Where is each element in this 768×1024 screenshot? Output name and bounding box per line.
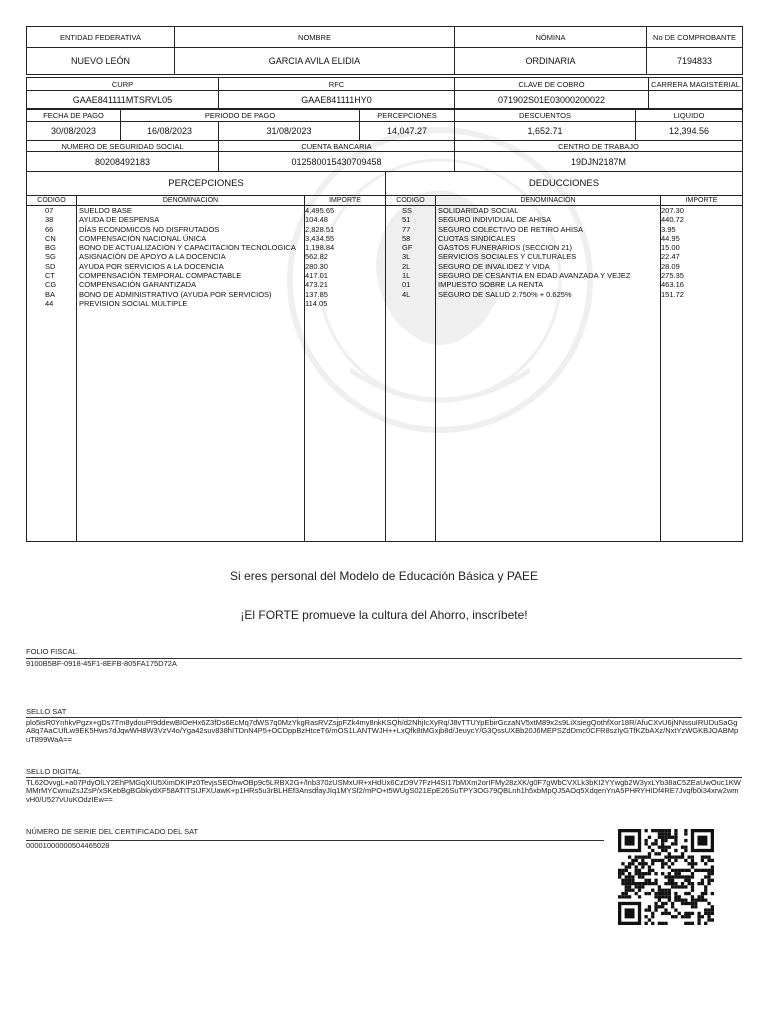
- percepciones-total-label: PERCEPCIONES: [360, 110, 455, 122]
- percepcion-importe: 4,495.65: [305, 206, 335, 215]
- perc-codigo-column: [27, 206, 77, 542]
- percepcion-codigo: CG: [45, 280, 57, 290]
- deduccion-codigo: 58: [402, 233, 411, 243]
- curp-label: CURP: [27, 78, 219, 91]
- comprobante-label: No DE COMPROBANTE: [647, 27, 743, 48]
- deduccion-importe: 44.95: [661, 233, 680, 243]
- percepcion-importe: 2,828.51: [305, 224, 335, 234]
- percepcion-denominacion: BONO DE ADMINISTRATIVO (AYUDA POR SERVICIOS): [79, 289, 272, 299]
- deduccion-importe: 151.72: [661, 289, 684, 299]
- deduccion-importe: 22.47: [661, 252, 680, 262]
- cuenta-label: CUENTA BANCARIA: [219, 141, 455, 152]
- serie-label: NÚMERO DE SERIE DEL CERTIFICADO DEL SAT: [26, 827, 199, 836]
- deduccion-codigo: 4L: [402, 289, 411, 299]
- percepcion-denominacion: PREVISION SOCIAL MULTIPLE: [79, 298, 188, 308]
- fecha-value: 30/08/2023: [27, 122, 121, 141]
- entidad-value: NUEVO LEÓN: [27, 48, 175, 75]
- percepcion-codigo: BG: [45, 243, 56, 253]
- deduccion-codigo: GF: [402, 243, 413, 253]
- deducciones-title: DEDUCCIONES: [386, 172, 743, 196]
- divider: [26, 840, 604, 841]
- percepcion-denominacion: BONO DE ACTUALIZACION Y CAPACITACION TECNOLOGICA: [79, 243, 296, 253]
- serie-value: 00001000000504465028: [26, 841, 110, 850]
- deduccion-importe: 207.30: [661, 206, 684, 215]
- deduccion-codigo: 77: [402, 224, 411, 234]
- percepcion-codigo: CN: [45, 233, 56, 243]
- deduccion-denominacion: SERVICIOS SOCIALES Y CULTURALES: [438, 252, 577, 262]
- cuenta-table: [26, 140, 743, 172]
- perc-codigo-header: CÓDIGO: [27, 196, 77, 206]
- sello-digital-label: SELLO DIGITAL: [26, 767, 81, 776]
- pago-table: [26, 109, 743, 141]
- centro-label: CENTRO DE TRABAJO: [455, 141, 743, 152]
- ded-codigo-header: CÓDIGO: [386, 196, 436, 206]
- percepcion-importe: 3,434.55: [305, 233, 335, 243]
- periodo-fin: 31/08/2023: [219, 122, 360, 141]
- nss-value: 80208492183: [27, 152, 219, 172]
- ded-denominacion-header: DENOMINACIÓN: [436, 196, 661, 206]
- percepcion-importe: 137.85: [305, 289, 328, 299]
- ded-importe-column: [661, 206, 743, 542]
- deduccion-denominacion: SEGURO DE SALUD 2.750% + 0.625%: [438, 289, 572, 299]
- perc-denominacion-column: [77, 206, 305, 542]
- deduccion-codigo: SS: [402, 206, 413, 215]
- percepcion-codigo: 66: [45, 224, 54, 234]
- percepcion-denominacion: AYUDA DE DESPENSA: [79, 215, 160, 225]
- percepciones-total-value: 14,047.27: [360, 122, 455, 141]
- ded-codigo-column: [386, 206, 436, 542]
- percepcion-importe: 417.01: [305, 271, 328, 281]
- carrera-label: CARRERA MAGISTERIAL: [649, 78, 743, 91]
- sello-digital-value: TL62OvvgL+a07PdyOlLY2EhPMGqXIU5XimDKIPz0TevjsSEOhwOBp9c5LRBX2G+/lnb370zUSMxUR+xHdUx6CzD9V7FzH4SI17bMXm2orIFMy28zXK/g0F7gWbCVXLk3bKI2YYwgb2W3yxLYb38aC5ZEaUwOuc1KWMMrMYCwnuZsJZsP/xSKebBgBGbkydXF58ATITSIJFXUawK+p1HRs5u3rBLHEf3AnsdfayJIq1MYSf2/mPO+t5WUgS021EpE26SuTPY3OG79QBLnh1h5xbMpQJ5AOq5XdqenYnA5PHRYHIDf4RE7Jvqfb0i34xrw2wmvH0/U527vUuKOdzIEw==: [26, 778, 741, 804]
- percepcion-codigo: 38: [45, 215, 54, 225]
- ids-table: [26, 77, 743, 109]
- percepciones-title: PERCEPCIONES: [27, 172, 386, 196]
- percepcion-importe: 280.30: [305, 261, 328, 271]
- liquido-value: 12,394.56: [636, 122, 743, 141]
- carrera-value: [649, 91, 743, 109]
- perc-importe-header: IMPORTE: [305, 196, 386, 206]
- nss-label: NUMERO DE SEGURIDAD SOCIAL: [27, 141, 219, 152]
- rfc-label: RFC: [219, 78, 455, 91]
- detalle-table: [26, 171, 743, 542]
- percepcion-codigo: SD: [45, 261, 56, 271]
- rfc-value: GAAE841111HY0: [219, 91, 455, 109]
- percepcion-codigo: 07: [45, 206, 54, 215]
- periodo-inicio: 16/08/2023: [121, 122, 219, 141]
- folio-label: FOLIO FISCAL: [26, 647, 77, 656]
- percepcion-denominacion: SUELDO BASE: [79, 206, 132, 215]
- deduccion-importe: 275.35: [661, 271, 684, 281]
- deduccion-codigo: 51: [402, 215, 411, 225]
- clave-label: CLAVE DE COBRO: [455, 78, 649, 91]
- percepcion-importe: 562.82: [305, 252, 328, 262]
- deduccion-denominacion: SEGURO DE INVALIDEZ Y VIDA: [438, 261, 550, 271]
- perc-denominacion-header: DENOMINACIÓN: [77, 196, 305, 206]
- entidad-label: ENTIDAD FEDERATIVA: [27, 27, 175, 48]
- sello-sat-label: SELLO SAT: [26, 707, 67, 716]
- percepcion-denominacion: AYUDA POR SERVICIOS A LA DOCENCIA: [79, 261, 224, 271]
- deduccion-importe: 3.95: [661, 224, 676, 234]
- descuentos-label: DESCUENTOS: [455, 110, 636, 122]
- percepcion-denominacion: COMPENSACIÓN NACIONAL ÚNICA: [79, 233, 207, 243]
- percepcion-importe: 114.05: [305, 298, 328, 308]
- deduccion-denominacion: GASTOS FUNERARIOS (SECCION 21): [438, 243, 573, 253]
- folio-value: 9100B5BF-0918-45F1-8EFB-805FA175D72A: [26, 659, 177, 668]
- ded-denominacion-column: [436, 206, 661, 542]
- fecha-label: FECHA DE PAGO: [27, 110, 121, 122]
- deduccion-importe: 440.72: [661, 215, 684, 225]
- centro-value: 19DJN2187M: [455, 152, 743, 172]
- descuentos-value: 1,652.71: [455, 122, 636, 141]
- deduccion-denominacion: IMPUESTO SOBRE LA RENTA: [438, 280, 544, 290]
- percepcion-importe: 473.21: [305, 280, 328, 290]
- percepcion-codigo: CT: [45, 271, 55, 281]
- percepcion-denominacion: ASIGNACIÓN DE APOYO A LA DOCENCIA: [79, 252, 226, 262]
- percepcion-codigo: BA: [45, 289, 56, 299]
- deduccion-codigo: 3L: [402, 252, 411, 262]
- percepcion-importe: 1,198.84: [305, 243, 335, 253]
- nomina-label: NÓMINA: [455, 27, 647, 48]
- promo-line-1: Si eres personal del Modelo de Educación Básica y PAEE: [230, 569, 538, 583]
- deduccion-importe: 28.09: [661, 261, 680, 271]
- curp-value: GAAE841111MTSRVL05: [27, 91, 219, 109]
- liquido-label: LIQUIDO: [636, 110, 743, 122]
- nombre-label: NOMBRE: [175, 27, 455, 48]
- nombre-value: GARCIA AVILA ELIDIA: [175, 48, 455, 75]
- cuenta-value: 012580015430709458: [219, 152, 455, 172]
- perc-importe-column: [305, 206, 386, 542]
- deduccion-denominacion: SEGURO INDIVIDUAL DE AHISA: [438, 215, 552, 225]
- deduccion-denominacion: SEGURO COLECTIVO DE RETIRO AHISA: [438, 224, 584, 234]
- qr-code: [618, 829, 714, 925]
- percepcion-denominacion: DÍAS ECONOMICOS NO DISFRUTADOS: [79, 224, 220, 234]
- percepcion-importe: 104.48: [305, 215, 328, 225]
- deduccion-codigo: 01: [402, 280, 411, 290]
- ded-importe-header: IMPORTE: [661, 196, 743, 206]
- promo-line-2: ¡El FORTE promueve la cultura del Ahorro, inscríbete!: [240, 608, 528, 622]
- periodo-label: PERIODO DE PAGO: [121, 110, 360, 122]
- percepcion-codigo: SG: [45, 252, 56, 262]
- deduccion-codigo: 2L: [402, 261, 411, 271]
- deduccion-codigo: 1L: [402, 271, 411, 281]
- percepcion-denominacion: COMPENSACIÓN TEMPORAL COMPACTABLE: [79, 271, 242, 281]
- sello-sat-value: plo5isR0YnhkvPgzx+gDs7Tm8ydouPI9ddewBIOeHx6Z3fDs6EcMq7dWS7q0MzYkgRasRVZsjpFZk4my8nkKSQh/d2NhjIcXyRq/J8vTTUYpEbirGczaNV5xtM89x2s9LiXsiegQothfXor18R/AfuCXvU6jNNssuIRUDuSaGgA8q7AaCUfLw9EK5Hws7dJqwWH8W3VzV4o/Yga42suv838hITDnN4P5+OCDppBzHtceT6/mOS1LANTWJH++LxQfk8tMGxjb8d/JeuycY/G3QssUXBb20J6MEPSZdDmc0CFR8szIyGTfKZbAXz/NxtYzWGKBJOABMpuT899WaA==: [26, 718, 739, 744]
- percepcion-denominacion: COMPENSACIÓN GARANTIZADA: [79, 280, 197, 290]
- header-table: [26, 26, 743, 75]
- deduccion-denominacion: SEGURO DE CESANTIA EN EDAD AVANZADA Y VEJEZ: [438, 271, 631, 281]
- deduccion-denominacion: SOLIDARIDAD SOCIAL: [438, 206, 519, 215]
- clave-value: 071902S01E03000200022: [455, 91, 649, 109]
- percepcion-codigo: 44: [45, 298, 54, 308]
- deduccion-importe: 15.00: [661, 243, 680, 253]
- deduccion-importe: 463.16: [661, 280, 684, 290]
- comprobante-value: 7194833: [647, 48, 743, 75]
- nomina-value: ORDINARIA: [455, 48, 647, 75]
- deduccion-denominacion: CUOTAS SINDICALES: [438, 233, 516, 243]
